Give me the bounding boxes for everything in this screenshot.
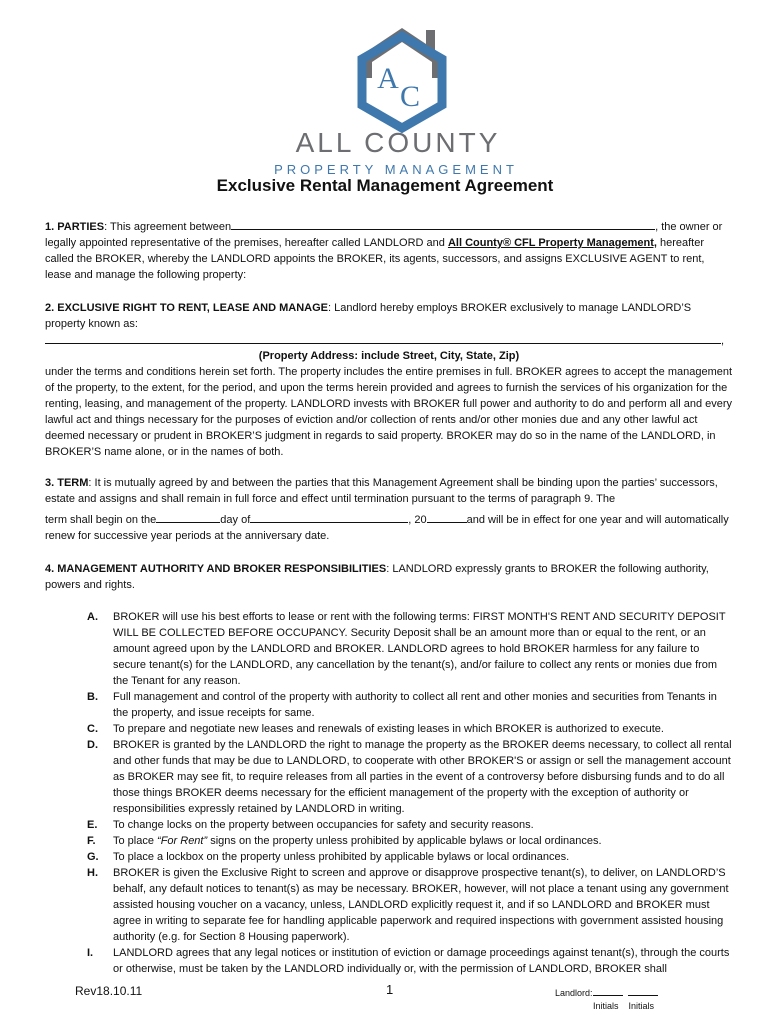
term-month-blank[interactable] bbox=[250, 511, 408, 523]
initials-label-2: Initials bbox=[628, 1001, 655, 1011]
property-address-label: (Property Address: include Street, City, State, Zip) bbox=[258, 350, 520, 362]
term-text-2: term shall begin on the bbox=[45, 514, 157, 526]
initials-block bbox=[555, 986, 658, 1013]
list-item-a: A. BROKER will use his best efforts to lease or rent with the following terms: FIRST MONTH'S RENT AND SECURITY DEPOSIT WILL BE COLLECTED BEFORE OCCUPANCY. Security Deposit shall be an amount more than or equal to the rent, or an amount agreed upon by the LANDLORD and BROKER. LANDLORD agrees to hold BROKER harmless for any failure to secure tenant(s) for the LANDLORD, any cancellation by the tenant(s), and/or failure to collect any rents or monies due from the Tenant for any reason. bbox=[87, 611, 726, 687]
term-year-blank[interactable] bbox=[427, 511, 467, 523]
list-item-h: H. BROKER is given the Exclusive Right to screen and approve or disapprove prospective tenant(s), to deliver, on LANDLORD’S behalf, any default notices to tenant(s) as may be necessary. BROKER, however, will not place a tenant using any government assisted housing voucher on a vacancy, unless, LANDLORD explicitly request it, and if so LANDLORD and BROKER must agree in writing to separate fee for handling applicable paperwork and required inspections with government assisted housing authority (e.g. for Section 8 Housing paperwork). bbox=[87, 867, 729, 943]
logo-letter-a: A bbox=[377, 62, 399, 95]
company-name: All County® CFL Property Management, bbox=[447, 237, 657, 249]
revision-label: Rev18.10.11 bbox=[75, 984, 143, 998]
authority-heading: 4. MANAGEMENT AUTHORITY AND BROKER RESPONSIBILITIES bbox=[45, 563, 387, 575]
list-item-c: C. To prepare and negotiate new leases and renewals of existing leases in which BROKER is authorized to execute. bbox=[87, 723, 664, 735]
parties-text-1: : This agreement between bbox=[104, 221, 232, 233]
parties-text-3: hereafter called the BROKER, whereby the LANDLORD appoints the BROKER, its agents, successors, and assigns EXCLUSIVE AGENT to rent, lease and manage the following property: bbox=[45, 237, 705, 281]
authority-list bbox=[45, 609, 733, 977]
list-item-f: F. To place “For Rent” signs on the property unless prohibited by applicable bylaws or local ordinances. bbox=[87, 835, 602, 847]
list-item-e: E. To change locks on the property between occupancies for safety and security reasons. bbox=[87, 819, 534, 831]
parties-name-blank[interactable] bbox=[231, 218, 655, 230]
landlord-initials-blank-2[interactable] bbox=[628, 986, 658, 996]
term-dates bbox=[45, 511, 733, 544]
landlord-label: Landlord: bbox=[555, 988, 593, 998]
section-exclusive-right bbox=[45, 300, 733, 349]
section-term bbox=[45, 475, 733, 507]
list-item-g: G. To place a lockbox on the property unless prohibited by applicable bylaws or local ordinances. bbox=[87, 851, 570, 863]
term-day-blank[interactable] bbox=[156, 511, 220, 523]
document-title: Exclusive Rental Management Agreement bbox=[216, 176, 554, 195]
term-heading: 3. TERM bbox=[45, 477, 89, 489]
address-comma: , bbox=[721, 335, 725, 347]
term-text-1: : It is mutually agreed by and between the parties that this Management Agreement shall be binding upon the parties’ successors, estate and assigns and shall remain in full force and effect until termination pursuant to the terms of paragraph 9. The bbox=[45, 477, 718, 505]
list-item-i: I. LANDLORD agrees that any legal notices or institution of eviction or damage proceedings against tenant(s), through the courts or otherwise, must be taken by the LANDLORD individually or, with the permission of LANDLORD, BROKER shall bbox=[87, 947, 730, 975]
page-number: 1 bbox=[386, 982, 394, 997]
exclusive-body: under the terms and conditions herein set forth. The property includes the entire premises in full. BROKER agrees to accept the management of the property, to the extent, for the period, and upon the terms herein provided and agrees to furnish the services of his organization for the renting, leasing, and management of the property. LANDLORD invests with BROKER full power and authority to do and perform all and every lawful act and things necessary for the purposes of eviction and/or collection of rents and/or other monies due and any other lawful act deemed necessary or prudent in BROKER’S judgment in regards to said property. BROKER may do so in the name of the LANDLORD, in BROKER’S name alone, or in the names of both. bbox=[45, 366, 733, 458]
logo-tagline: PROPERTY MANAGEMENT bbox=[274, 162, 518, 175]
term-text-4: , 20 bbox=[408, 514, 427, 526]
exclusive-heading: 2. EXCLUSIVE RIGHT TO RENT, LEASE AND MANAGE bbox=[45, 302, 328, 314]
logo-company-name: ALL COUNTY bbox=[295, 127, 501, 158]
parties-heading: 1. PARTIES bbox=[45, 221, 105, 233]
term-text-3: day of bbox=[220, 514, 251, 526]
section-management-authority bbox=[45, 561, 733, 593]
company-logo bbox=[0, 10, 770, 175]
exclusive-text-1: : Landlord hereby employs BROKER exclusively to manage LANDLORD’S property known as: bbox=[45, 302, 692, 330]
section-parties bbox=[45, 218, 733, 283]
logo-letter-c: C bbox=[399, 80, 421, 113]
authority-text-1: : LANDLORD expressly grants to BROKER the following authority, powers and rights. bbox=[45, 563, 709, 591]
initials-label-1: Initials bbox=[593, 1001, 619, 1011]
list-item-d: D. BROKER is granted by the LANDLORD the right to manage the property as the BROKER deems necessary, to collect all rental and other funds that may be due to LANDLORD, to cooperate with other BROKER'S or assign or sell the management account as BROKER may see fit, to require releases from all parties in the event of a controversy before disbursing funds and to do all those things BROKER deems necessary for the efficient management of the property with the exception of authority or responsibilities expressly retained by LANDLORD in writing. bbox=[87, 739, 732, 815]
property-address-blank[interactable] bbox=[45, 332, 721, 344]
parties-text-2: , the owner or legally appointed representative of the premises, hereafter called LANDLORD and bbox=[45, 221, 723, 249]
landlord-initials-blank-1[interactable] bbox=[593, 986, 623, 996]
term-text-5: and will be in effect for one year and will automatically renew for successive year periods at the anniversary date. bbox=[45, 514, 729, 542]
list-item-b: B. Full management and control of the property with authority to collect all rent and other monies and securities from Tenants in the property, and issue receipts for same. bbox=[87, 691, 717, 719]
